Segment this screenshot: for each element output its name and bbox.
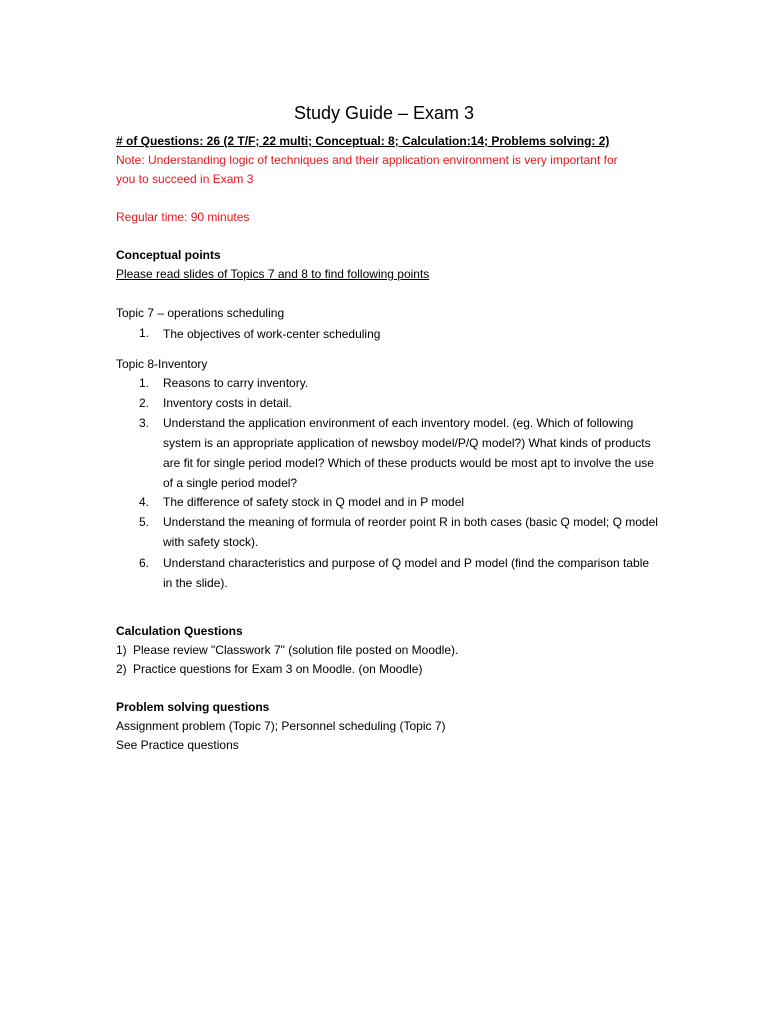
- list-item: Understand the application environment of each inventory model. (eg. Which of following system is an appropriate application of newsboy model/P/Q model?) What kinds of products are fit for single period model? Which of these products would be most apt to involve the use of a single period model?: [163, 416, 654, 490]
- list-item: The objectives of work-center scheduling: [163, 327, 381, 341]
- list-item: Inventory costs in detail.: [163, 396, 292, 410]
- regular-time: Regular time: 90 minutes: [116, 210, 250, 224]
- list-item-number: 5.: [139, 515, 150, 529]
- conceptual-heading: Conceptual points: [116, 248, 221, 262]
- conceptual-instruction: Please read slides of Topics 7 and 8 to find following points: [116, 267, 430, 281]
- list-item-number: 1.: [139, 376, 150, 390]
- note-line-2: you to succeed in Exam 3: [116, 172, 254, 186]
- problem-solving-line-2: See Practice questions: [116, 738, 239, 752]
- calculation-heading: Calculation Questions: [116, 624, 243, 638]
- list-item-number: 6.: [139, 556, 150, 570]
- list-item: Practice questions for Exam 3 on Moodle. (on Moodle): [133, 662, 423, 676]
- list-item: Understand the meaning of formula of reorder point R in both cases (basic Q model; Q model with safety stock).: [163, 515, 658, 549]
- list-item-number: 2.: [139, 396, 150, 410]
- problem-solving-line-1: Assignment problem (Topic 7); Personnel scheduling (Topic 7): [116, 719, 446, 733]
- list-item: Please review "Classwork 7" (solution file posted on Moodle).: [133, 643, 459, 657]
- list-item-number: 4.: [139, 495, 150, 509]
- problem-solving-heading: Problem solving questions: [116, 700, 270, 714]
- list-item: The difference of safety stock in Q model and in P model: [163, 495, 465, 509]
- list-item-number: 1): [116, 643, 127, 657]
- questions-summary: # of Questions: 26 (2 T/F; 22 multi; Conceptual: 8; Calculation:14; Problems solving: 2): [116, 134, 610, 148]
- list-item: Understand characteristics and purpose of Q model and P model (find the comparison table in the slide).: [163, 556, 650, 590]
- list-item-number: 2): [116, 662, 127, 676]
- topic7-heading: Topic 7 – operations scheduling: [116, 306, 285, 320]
- document-title: Study Guide – Exam 3: [293, 103, 475, 123]
- list-item-number: 1.: [139, 326, 150, 340]
- topic8-heading: Topic 8-Inventory: [116, 357, 208, 371]
- note-line-1: Note: Understanding logic of techniques and their application environment is very important for: [116, 153, 618, 167]
- list-item-number: 3.: [139, 416, 150, 430]
- list-item: Reasons to carry inventory.: [163, 376, 309, 390]
